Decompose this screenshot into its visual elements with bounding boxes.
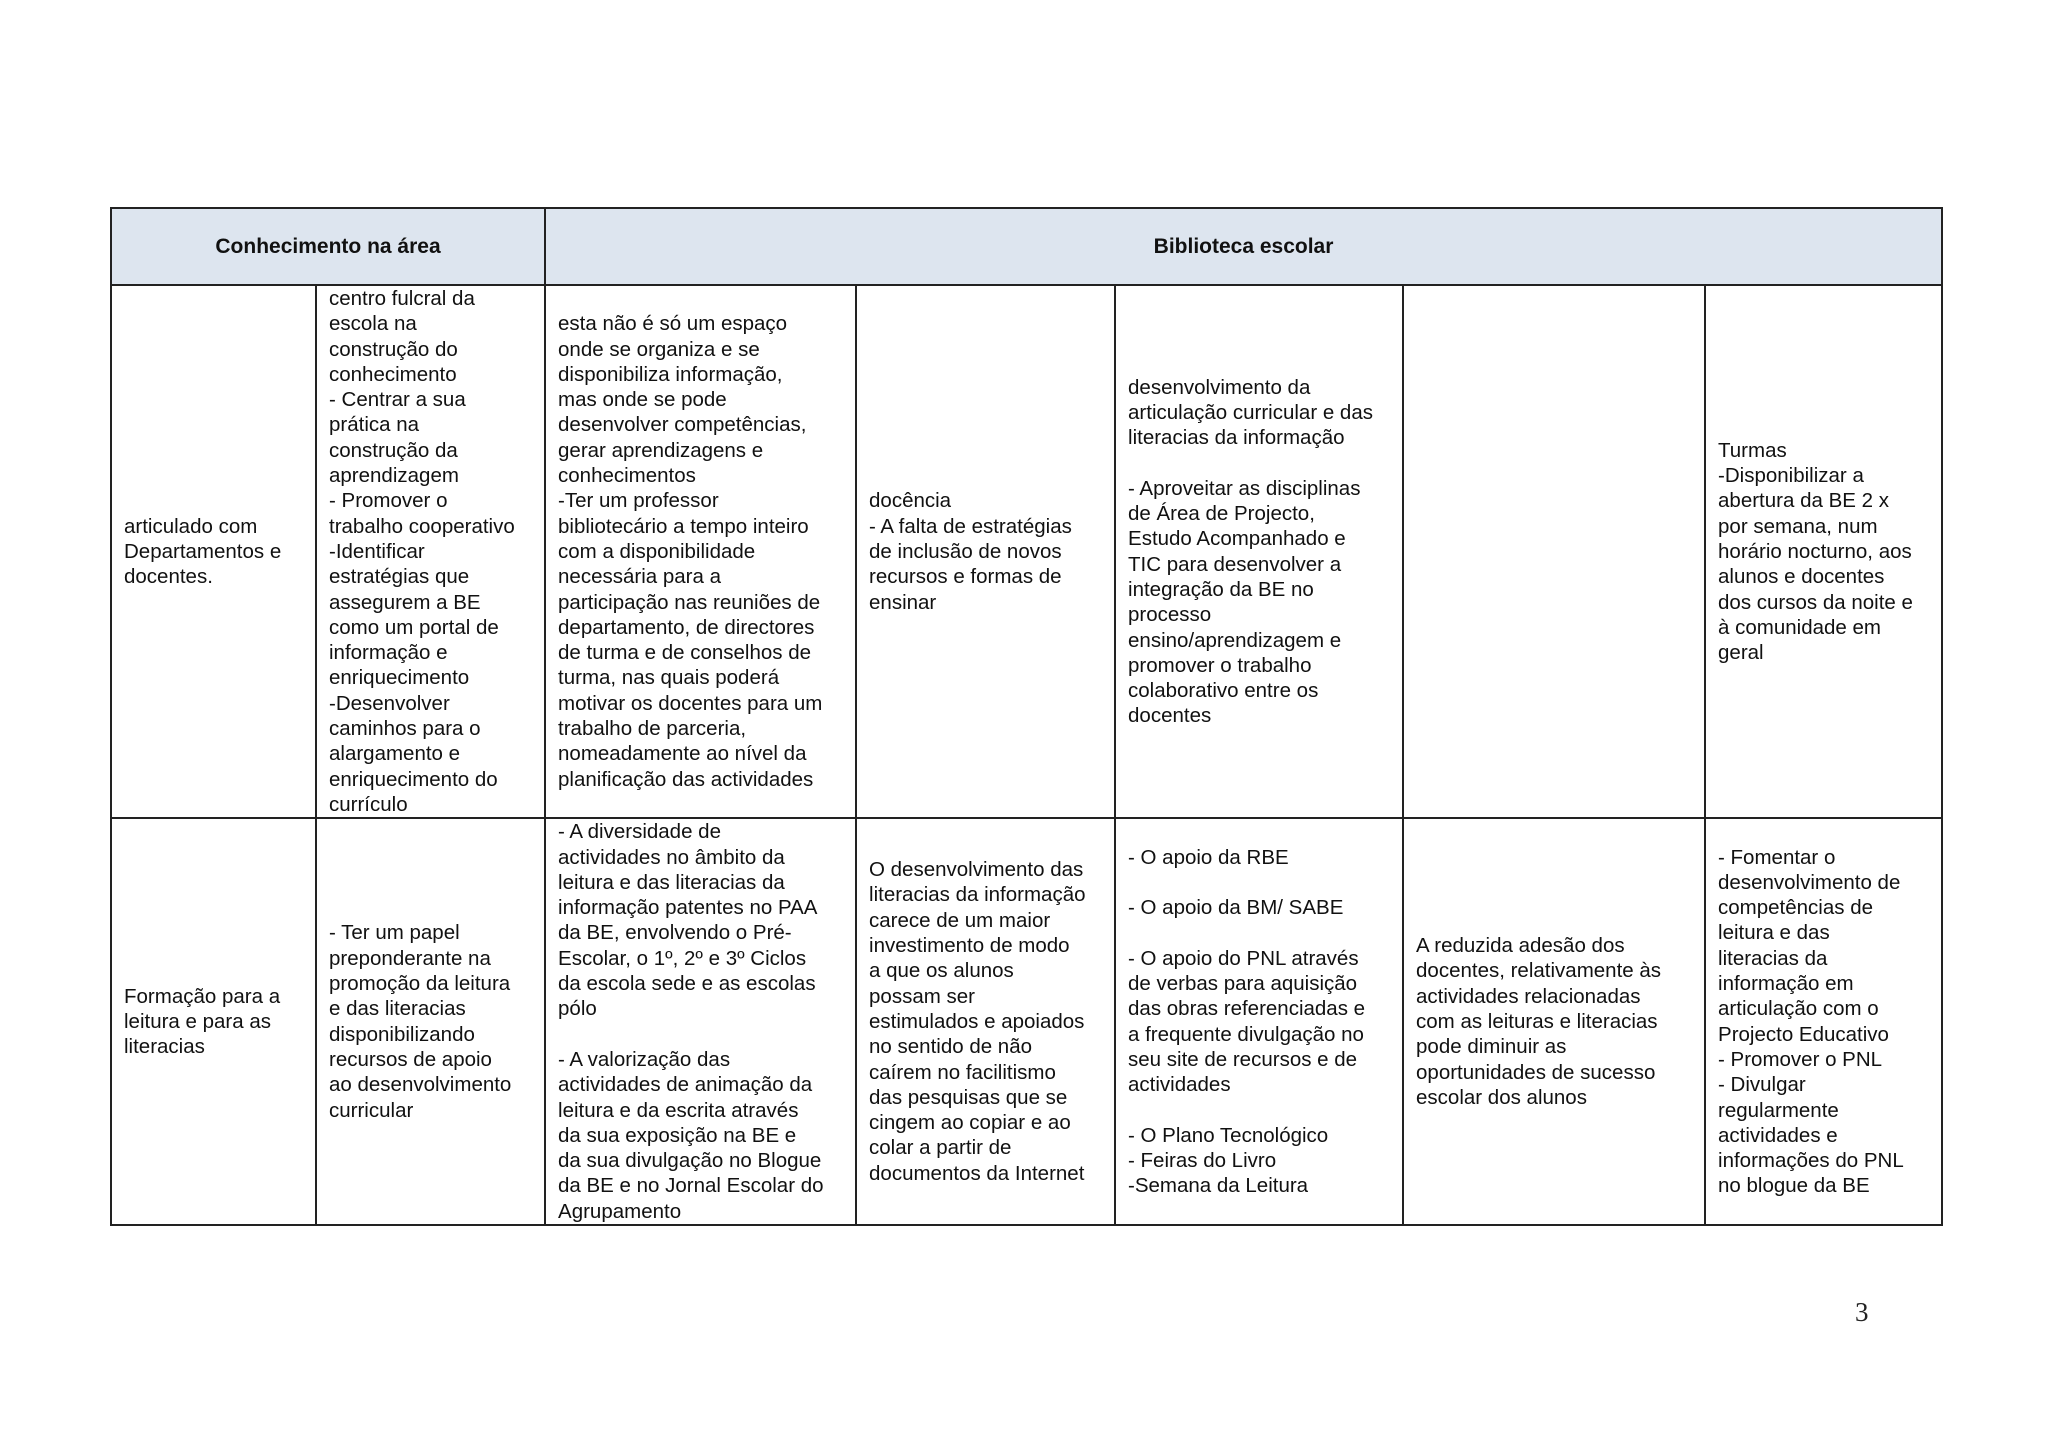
- page-number: 3: [1855, 1297, 1869, 1327]
- table-cell: desenvolvimento da articulação curricular e das literacias da informação - Aproveitar as disciplinas de Área de Projecto, Estudo Acompanhado e TIC para desenvolver a integração da BE no processo ensino/aprendizagem e promover o trabalho colaborativo entre os docentes: [1115, 285, 1403, 818]
- table-cell: articulado com Departamentos e docentes.: [111, 285, 316, 818]
- table-cell: - Ter um papel preponderante na promoção da leitura e das literacias disponibilizando recursos de apoio ao desenvolvimento curricular: [316, 818, 545, 1225]
- table-cell: esta não é só um espaço onde se organiza e se disponibiliza informação, mas onde se pode desenvolver competências, gerar aprendizagens e conhecimentos -Ter um professor bibliotecário a tempo inteiro com a disponibilidade necessária para a participação nas reuniões de departamento, de directores de turma e de conselhos de turma, nas quais poderá motivar os docentes para um trabalho de parceria, nomeadamente ao nível da planificação das actividades: [545, 285, 856, 818]
- table-cell: centro fulcral da escola na construção do conhecimento - Centrar a sua prática na construção da aprendizagem - Promover o trabalho cooperativo -Identificar estratégias que assegurem a BE como um portal de informação e enriquecimento -Desenvolver caminhos para o alargamento e enriquecimento do currículo: [316, 285, 545, 818]
- table-row: [111, 285, 1942, 818]
- table-cell: [1403, 285, 1705, 818]
- table-cell: A reduzida adesão dos docentes, relativamente às actividades relacionadas com as leituras e literacias pode diminuir as oportunidades de sucesso escolar dos alunos: [1403, 818, 1705, 1225]
- table-cell: - Fomentar o desenvolvimento de competências de leitura e das literacias da informação em articulação com o Projecto Educativo - Promover o PNL - Divulgar regularmente actividades e informações do PNL no blogue da BE: [1705, 818, 1942, 1225]
- table-cell: - A diversidade de actividades no âmbito da leitura e das literacias da informação patentes no PAA da BE, envolvendo o Pré- Escolar, o 1º, 2º e 3º Ciclos da escola sede e as escolas pólo - A valorização das actividades de animação da leitura e da escrita através da sua exposição na BE e da sua divulgação no Blogue da BE e no Jornal Escolar do Agrupamento: [545, 818, 856, 1225]
- table-row: [111, 818, 1942, 1225]
- table-cell: O desenvolvimento das literacias da informação carece de um maior investimento de modo a que os alunos possam ser estimulados e apoiados no sentido de não caírem no facilitismo das pesquisas que se cingem ao copiar e ao colar a partir de documentos da Internet: [856, 818, 1115, 1225]
- swot-table: [110, 207, 1943, 1226]
- table-cell: - O apoio da RBE - O apoio da BM/ SABE - O apoio do PNL através de verbas para aquisição das obras referenciadas e a frequente divulgação no seu site de recursos e de actividades - O Plano Tecnológico - Feiras do Livro -Semana da Leitura: [1115, 818, 1403, 1225]
- header-biblioteca-escolar: Biblioteca escolar: [545, 208, 1942, 285]
- header-conhecimento-na-area: Conhecimento na área: [111, 208, 545, 285]
- table-cell: docência - A falta de estratégias de inclusão de novos recursos e formas de ensinar: [856, 285, 1115, 818]
- table-cell: Turmas -Disponibilizar a abertura da BE 2 x por semana, num horário nocturno, aos alunos e docentes dos cursos da noite e à comunidade em geral: [1705, 285, 1942, 818]
- table-cell: Formação para a leitura e para as literacias: [111, 818, 316, 1225]
- table-header-row: [111, 208, 1942, 285]
